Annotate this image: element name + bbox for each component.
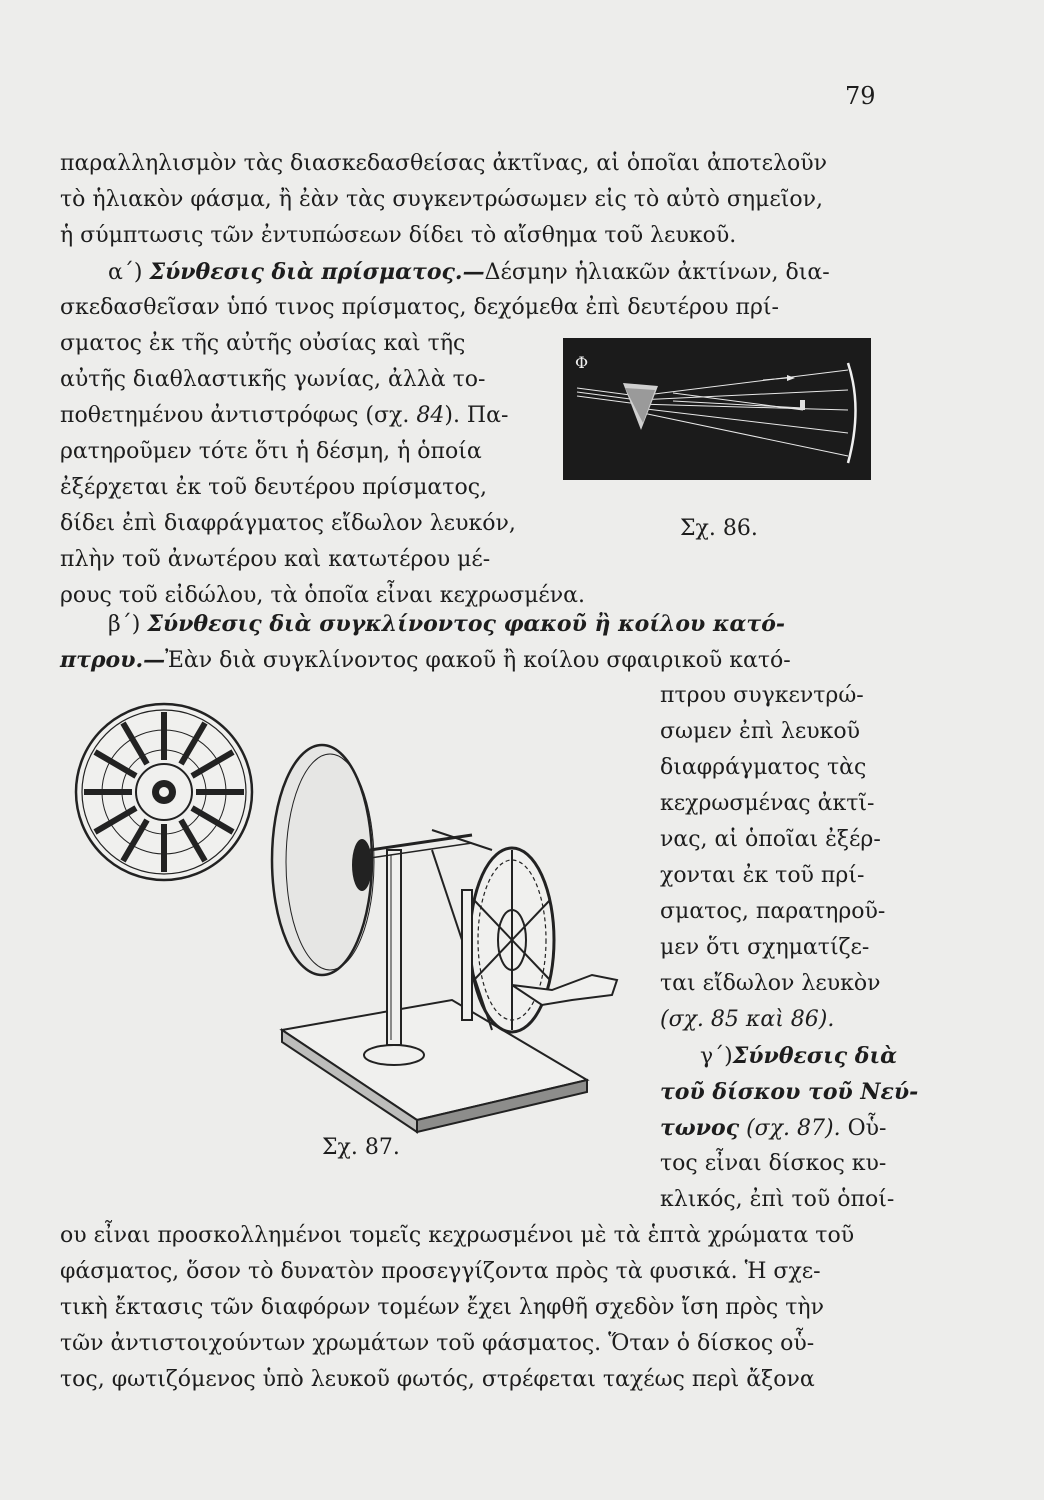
section-a-line-5-ref: 84 [416,403,445,428]
section-a-heading: Σύνθεσις διὰ πρίσματος. [149,259,463,285]
section-a-line-4: αὐτῆς διαθλαστικῆς γωνίας, ἀλλὰ το- [60,367,486,392]
section-b-line-2 [60,646,791,675]
section-b-label: β΄) [108,612,141,637]
section-b-col-line-1: πτρου συγκεντρώ- [660,683,864,708]
figure-87-disk-hub [352,839,372,891]
section-b-dash: — [143,647,166,673]
section-a-line-7: ἐξέρχεται ἐκ τοῦ δευτέρου πρίσματος, [60,475,488,500]
section-a-line-9: πλὴν τοῦ ἀνωτέρου καὶ κατωτέρου μέ- [60,547,491,572]
section-b-first-text: Ἐὰν διὰ συγκλίνοντος φακοῦ ἢ κοίλου σφαιρικοῦ κατό- [165,648,791,673]
section-a-line-5-end: ). Πα- [444,403,509,428]
section-c-after-ref: Οὗ- [840,1116,887,1141]
figure-87-post [387,850,401,1045]
section-c-col-line-1: τος εἶναι δίσκος κυ- [660,1151,887,1176]
section-c-heading-1: Σύνθεσις διὰ [732,1043,898,1069]
section-b-col-line-5: νας, αἱ ὁποῖαι ἐξέρ- [660,827,881,852]
section-c-full-line-4: τῶν ἀντιστοιχούντων χρωμάτων τοῦ φάσματος. Ὅταν ὁ δίσκος οὗ- [60,1331,815,1356]
figure-86-phi-label: Φ [575,353,589,372]
intro-line-1: παραλληλισμὸν τὰς διασκεδασθείσας ἀκτῖνας, αἱ ὁποῖαι ἀποτελοῦν [60,151,828,176]
section-c-col-line-2: κλικός, ἐπὶ τοῦ ὁποί- [660,1187,895,1212]
section-a-line-6: ρατηροῦμεν τότε ὅτι ἡ δέσμη, ἡ ὁποία [60,439,482,464]
section-b-heading-1: Σύνθεσις διὰ συγκλίνοντος φακοῦ ἢ κοίλου κατό- [147,611,786,637]
section-c-full-line-5: τος, φωτιζόμενος ὑπὸ λευκοῦ φωτός, στρέφεται ταχέως περὶ ἄξονα [60,1367,815,1392]
section-b-line-1 [108,610,785,639]
section-a-line-8: δίδει ἐπὶ διαφράγματος εἴδωλον λευκόν, [60,511,516,536]
section-c-full-line-2: φάσματος, ὅσον τὸ δυνατὸν προσεγγίζοντα πρὸς τὰ φυσικά. Ἡ σχε- [60,1259,821,1284]
figure-87-caption: Σχ. 87. [322,1135,400,1160]
section-c-ref: (σχ. 87). [746,1116,841,1141]
section-b-col-line-4: κεχρωσμένας ἀκτῖ- [660,791,875,816]
section-a-label: α΄) [108,260,143,285]
section-b-heading-2: πτρου. [60,647,144,673]
figure-86-caption: Σχ. 86. [680,516,758,541]
section-a-line-10: ρους τοῦ εἰδώλου, τὰ ὁποῖα εἶναι κεχρωσμένα. [60,583,586,608]
section-a-line-3: σματος ἐκ τῆς αὐτῆς οὐσίας καὶ τῆς [60,331,466,356]
section-c-label: γ΄) [700,1044,733,1069]
section-b-col-line-2: σωμεν ἐπὶ λευκοῦ [660,719,860,744]
section-b-col-line-6: χονται ἐκ τοῦ πρί- [660,863,865,888]
section-b-col-line-7: σματος, παρατηροῦ- [660,899,886,924]
section-b-col-line-3: διαφράγματος τὰς [660,755,867,780]
section-a-line-5 [60,402,508,430]
section-a-dash: — [462,259,485,285]
section-c-full-line-1: ου εἶναι προσκολλημένοι τομεῖς κεχρωσμένοι μὲ τὰ ἑπτὰ χρώματα τοῦ [60,1223,855,1248]
intro-line-3: ἡ σύμπτωσις τῶν ἐντυπώσεων δίδει τὸ αἴσθημα τοῦ λευκοῦ. [60,223,737,248]
page-number: 79 [845,82,876,110]
section-b-col-line-8: μεν ὅτι σχηματίζε- [660,935,870,960]
section-c-line-3 [660,1114,886,1143]
figure-86-prism-diagram [563,338,871,480]
figure-87-color-disk [76,704,252,880]
figure-87-base [282,1000,587,1132]
figure-87-newton-disk-apparatus [72,700,622,1140]
section-a-line-5-text: ποθετημένου ἀντιστρόφως (σχ. [60,403,417,428]
section-a-first-text: Δέσμην ἡλιακῶν ἀκτίνων, δια- [484,260,830,285]
section-c-full-line-3: τικὴ ἔκτασις τῶν διαφόρων τομέων ἔχει ληφθῆ σχεδὸν ἴση πρὸς τὴν [60,1295,824,1320]
section-a-line-1 [108,258,830,287]
section-c-heading-2: τοῦ δίσκου τοῦ Νεύ- [660,1079,919,1105]
section-a-line-2: σκεδασθεῖσαν ὑπό τινος πρίσματος, δεχόμεθα ἐπὶ δευτέρου πρί- [60,295,779,320]
section-c-heading-3: τωνος [660,1115,740,1141]
section-c-line-1 [700,1042,897,1071]
figure-86-lens [800,400,805,410]
intro-line-2: τὸ ἡλιακὸν φάσμα, ἢ ἐὰν τὰς συγκεντρώσωμεν εἰς τὸ αὐτὸ σημεῖον, [60,187,823,212]
section-b-ref-line: (σχ. 85 καὶ 86). [660,1007,835,1032]
section-b-col-line-9: ται εἴδωλον λευκὸν [660,971,881,996]
